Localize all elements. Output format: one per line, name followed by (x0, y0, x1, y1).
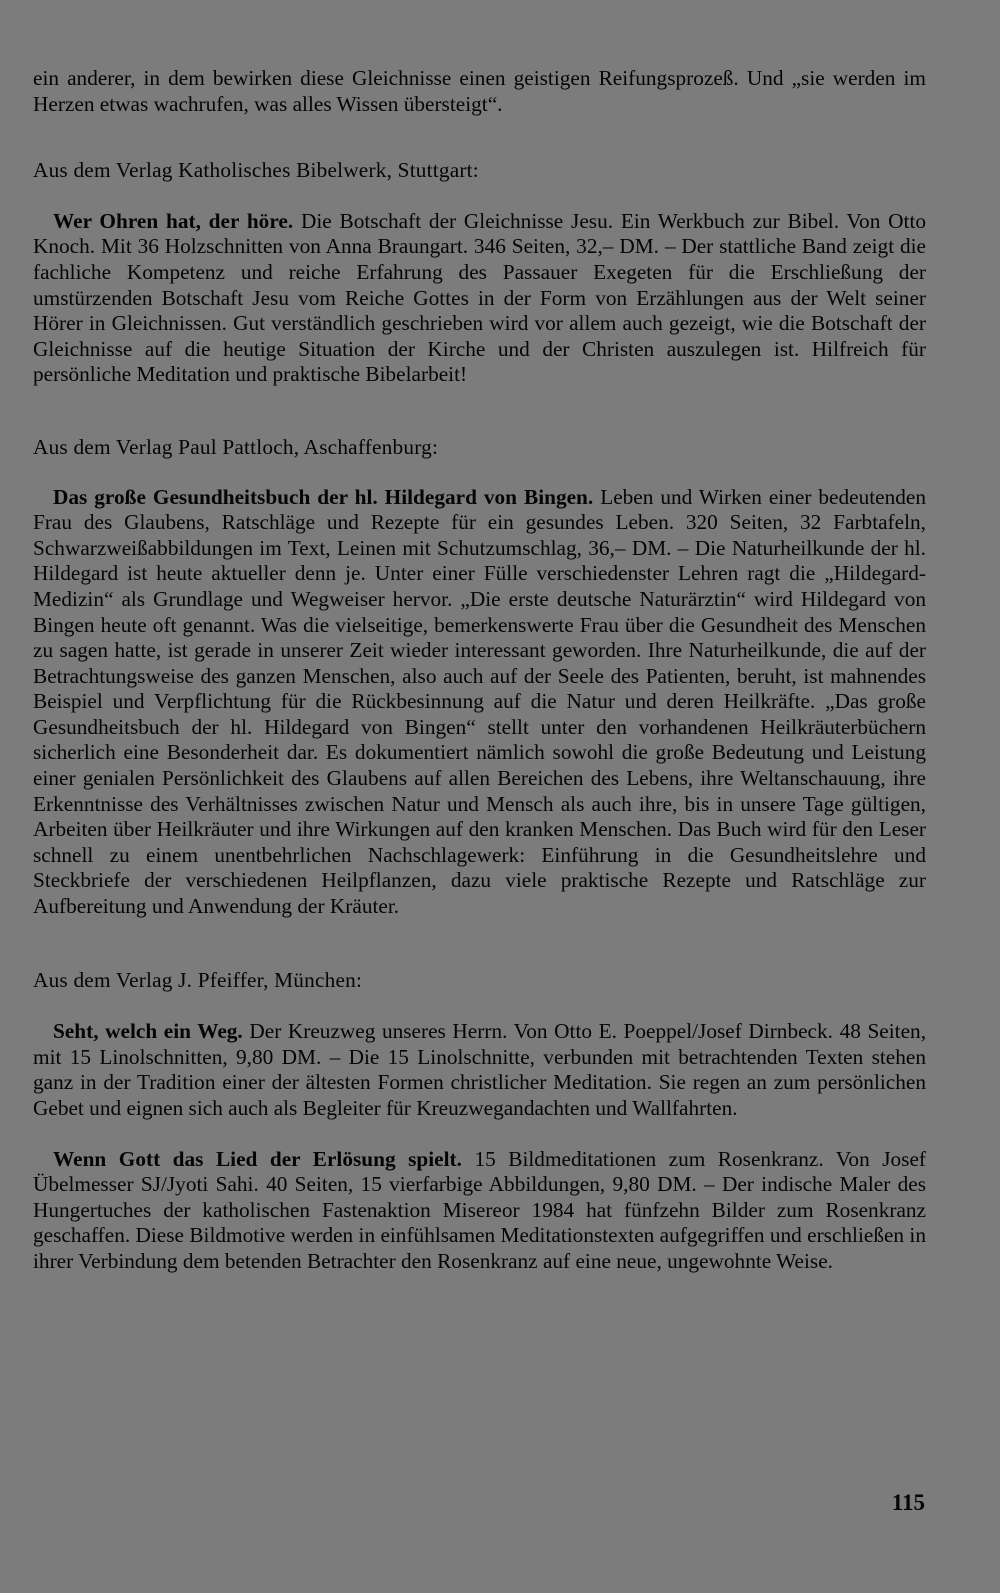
book-entry-wenn-gott (33, 1147, 926, 1275)
section-heading-bibelwerk: Aus dem Verlag Katholisches Bibelwerk, Stuttgart: (33, 158, 479, 183)
section-heading-pattloch: Aus dem Verlag Paul Pattloch, Aschaffenburg: (33, 434, 439, 459)
intro-paragraph: ein anderer, in dem bewirken diese Gleichnisse einen geistigen Reifungsprozeß. Und „sie werden im Herzen etwas wachrufen, was alles Wissen übersteigt“. (33, 66, 926, 116)
book-title: Das große Gesundheitsbuch der hl. Hildegard von Bingen. (53, 484, 594, 509)
book-description: Die Botschaft der Gleichnisse Jesu. Ein Werkbuch zur Bibel. Von Otto Knoch. Mit 36 Holzschnitten von Anna Braungart. 346 Seiten, 32,– DM. – Der stattliche Band zeigt die fachliche Kompetenz und reiche Erfahrung des Passauer Exegeten für die Erschließung der umstürzenden Botschaft Jesu vom Reiche Gottes in der Form von Erzählungen aus der Welt seiner Hörer in Gleichnissen. Gut verständlich geschrieben wird vor allem auch gezeigt, wie die Botschaft der Gleichnisse auf die heutige Situation der Kirche und der Christen auszulegen ist. Hilfreich für persönliche Meditation und praktische Bibelarbeit! (33, 208, 927, 387)
book-description: Leben und Wirken einer bedeutenden Frau des Glaubens, Ratschläge und Rezepte für ein gesundes Leben. 320 Seiten, 32 Farbtafeln, Schwarzweißabbildungen im Text, Leinen mit Schutzumschlag, 36,– DM. – Die Naturheilkunde der hl. Hildegard ist heute aktueller denn je. Unter einer Fülle verschiedenster Lehren ragt die „Hildegard-Medizin“ als Grundlage und Wegweiser hervor. „Die erste deutsche Naturärztin“ wird Hildegard von Bingen heute oft genannt. Was die vielseitige, bemerkenswerte Frau über die Gesundheit des Menschen zu sagen hatte, ist gerade in unserer Zeit wieder interessant geworden. Ihre Naturheilkunde, die auf der Betrachtungsweise des ganzen Menschen, also auch auf der Seele des Patienten, beruht, ist mahnendes Beispiel und Verpflichtung für die Rückbesinnung auf die Natur und deren Heilkräfte. „Das große Gesundheitsbuch der hl. Hildegard von Bingen“ stellt unter den vorhandenen Heilkräuterbüchern sicherlich eine Besonderheit dar. Es dokumentiert nämlich sowohl die große Bedeutung und Leistung einer genialen Persönlichkeit des Glaubens auf allen Bereichen des Lebens, ihre Weltanschauung, ihre Erkenntnisse des Verhältnisses zwischen Natur und Mensch als auch ihre, bis in unsere Tage gültigen, Arbeiten über Heilkräuter und ihre Wirkungen auf den kranken Menschen. Das Buch wird für den Leser schnell zu einem unentbehrlichen Nachschlagewerk: Einführung in die Gesundheitslehre und Steckbriefe der verschiedenen Heilpflanzen, dazu viele praktische Rezepte und Ratschläge zur Aufbereitung und Anwendung der Kräuter. (33, 484, 926, 919)
section-heading-pfeiffer: Aus dem Verlag J. Pfeiffer, München: (33, 967, 363, 992)
book-entry-seht-welch-ein-weg (33, 1019, 926, 1121)
book-title: Wer Ohren hat, der höre. (53, 208, 294, 233)
book-entry-gesundheitsbuch (33, 485, 926, 920)
page-content (33, 66, 926, 1275)
book-title: Wenn Gott das Lied der Erlösung spielt. (53, 1146, 462, 1171)
page-number: 115 (891, 1490, 925, 1515)
book-description: 15 Bildmeditationen zum Rosenkranz. Von Josef Übelmesser SJ/Jyoti Sahi. 40 Seiten, 15 vierfarbige Abbildungen, 9,80 DM. – Der indische Maler des Hungertuches der katholischen Fastenaktion Misereor 1984 hat fünfzehn Bilder zum Rosenkranz geschaffen. Diese Bildmotive werden in einfühlsamen Meditationstexten aufgegriffen und erschließen in ihrer Verbindung dem betenden Betrachter den Rosenkranz auf eine neue, ungewohnte Weise. (33, 1146, 926, 1273)
book-entry-wer-ohren-hat (33, 209, 926, 388)
book-description: Der Kreuzweg unseres Herrn. Von Otto E. Poeppel/Josef Dirnbeck. 48 Seiten, mit 15 Linolschnitten, 9,80 DM. – Die 15 Linolschnitte, verbunden mit betrachtenden Texten stehen ganz in der Tradition einer der ältesten Formen christlicher Meditation. Sie regen an zum persönlichen Gebet und eignen sich auch als Begleiter für Kreuzwegandachten und Wallfahrten. (33, 1019, 927, 1120)
book-title: Seht, welch ein Weg. (53, 1019, 243, 1044)
